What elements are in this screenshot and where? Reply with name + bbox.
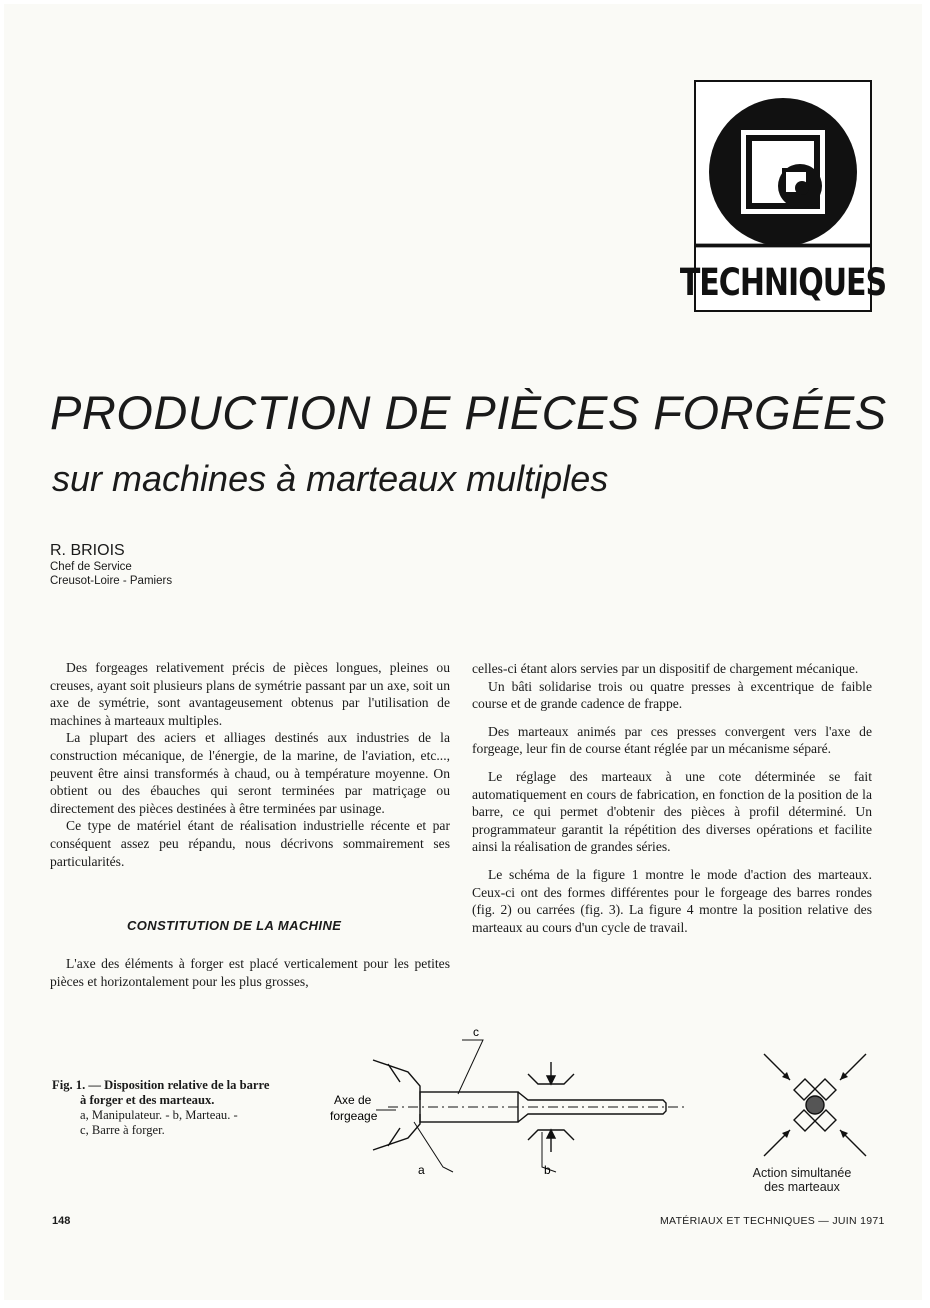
label-b: b	[544, 1163, 551, 1177]
author-name: R. BRIOIS	[50, 542, 125, 559]
paragraph: Des marteaux animés par ces presses convergent vers l'axe de forgeage, leur fin de course étant réglée par un mécanisme séparé.	[472, 723, 872, 757]
label-c: c	[473, 1025, 479, 1039]
left-column-continued	[50, 955, 450, 990]
label-axis-line-1: Axe de	[334, 1093, 372, 1107]
schema-label	[740, 1166, 864, 1194]
caption-title-line-1: Fig. 1. — Disposition relative de la barre	[52, 1078, 270, 1092]
schema-label-line-2: des marteaux	[764, 1180, 840, 1194]
manipulator-icon	[373, 1060, 420, 1150]
caption-legend-line-2: c, Barre à forger.	[80, 1123, 165, 1137]
hammer-action-schema	[760, 1050, 870, 1160]
paragraph: Un bâti solidarise trois ou quatre presses à excentrique de faible course et de grande cadence de frappe.	[472, 678, 872, 712]
techniques-logo	[679, 80, 887, 312]
author-block	[50, 542, 172, 588]
label-a: a	[418, 1163, 425, 1177]
article-title: PRODUCTION DE PIÈCES FORGÉES	[50, 386, 887, 439]
paragraph: Le réglage des marteaux à une cote déterminée se fait automatiquement en cours de fabrication, en fonction de la position de la barre, ce qui permet d'obtenir des pièces à profil déterminé. Un programmateur garantit la répétition des diverses opérations et facilite ainsi la réalisation de grandes séries.	[472, 768, 872, 855]
caption-title-line-2: à forger et des marteaux.	[80, 1093, 215, 1107]
figure-caption	[52, 1078, 314, 1138]
forging-diagram	[328, 1022, 698, 1182]
paragraph: Des forgeages relativement précis de pièces longues, pleines ou creuses, ayant soit plusieurs plans de symétrie passant par un axe, soit un axe de symétrie, sont avantageusement obtenus par l'utilisation de machines à marteaux multiples.	[50, 660, 450, 728]
paragraph: L'axe des éléments à forger est placé verticalement pour les petites pièces et horizontalement pour les plus grosses,	[50, 956, 450, 989]
paragraph: Ce type de matériel étant de réalisation industrielle récente et par conséquent assez peu répandu, nous décrivons sommairement ses particularités.	[50, 818, 450, 869]
journal-footer: MATÉRIAUX ET TECHNIQUES — JUIN 1971	[660, 1215, 885, 1227]
section-heading: CONSTITUTION DE LA MACHINE	[127, 918, 342, 933]
article-subtitle: sur machines à marteaux multiples	[52, 458, 609, 499]
paragraph: Le schéma de la figure 1 montre le mode d'action des marteaux. Ceux-ci ont des formes différentes pour le forgeage des barres rondes (fig. 2) ou carrées (fig. 3). La figure 4 montre la position relative des marteaux au cours d'un cycle de travail.	[472, 866, 872, 935]
schema-label-line-1: Action simultanée	[752, 1166, 852, 1180]
page-number: 148	[52, 1215, 71, 1227]
paragraph: celles-ci étant alors servies par un dispositif de chargement mécanique.	[472, 661, 859, 676]
logo-emblem-icon	[696, 82, 870, 254]
author-affiliation: Creusot-Loire - Pamiers	[50, 575, 173, 587]
logo-label: TECHNIQUES	[696, 244, 870, 318]
label-axis-line-2: forgeage	[330, 1109, 378, 1123]
author-role: Chef de Service	[50, 561, 132, 573]
right-column	[472, 660, 872, 936]
left-column	[50, 659, 450, 870]
paragraph: La plupart des aciers et alliages destinés aux industries de la construction mécanique, de l'énergie, de la marine, de l'aviation, etc..., peuvent être ainsi transformés à chaud, ou à température moyenne. On obtient ou des ébauches qui seront terminées par matriçage ou directement des pièces destinées à être terminées par usinage.	[50, 730, 450, 816]
caption-legend-line-1: a, Manipulateur. - b, Marteau. -	[80, 1108, 238, 1122]
